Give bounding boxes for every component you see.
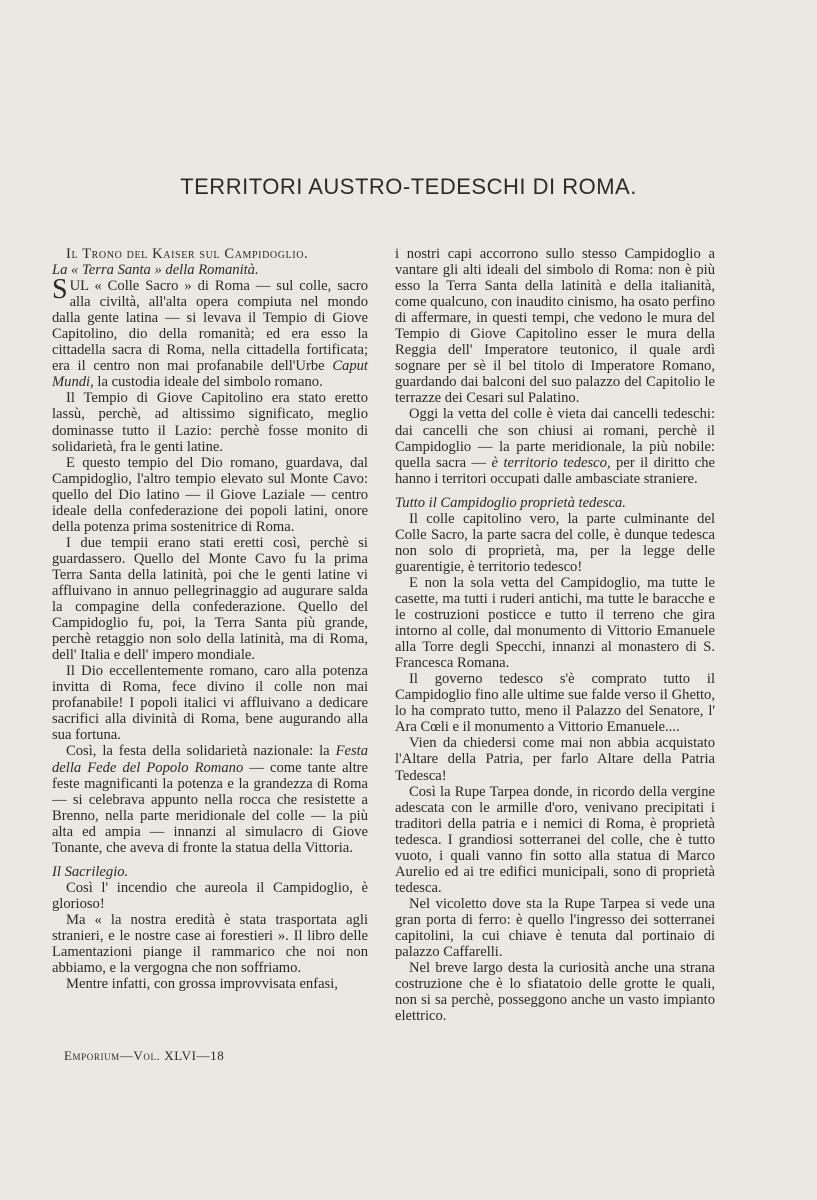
left-column: [52, 246, 368, 992]
paragraph-4: I due tempii erano stati eretti così, perchè si guardassero. Quello del Monte Cavo fu la prima Terra Santa della latinità, poi che le genti latine vi affluivano in annuo pellegrinaggio ad augurare salda la compagine della confederazione. Quello del Campidoglio fu, poi, la Terra Santa più grande, perchè retaggio non solo della latinità, ma di Roma, dell' Italia e dell' impero mondiale.: [52, 534, 368, 664]
paragraph-1: SUL « Colle Sacro » di Roma — sul colle, sacro alla civiltà, all'alta opera compiuta nel mondo dalla gente latina — si levava il Tempio di Giove Capitolino, dio della romanità; ed era esso la cittadella sacra di Roma, nella cittadella fortificata; era il centro non mai profanabile dell'Urbe Caput Mundi, la custodia ideale del simbolo romano.: [52, 274, 368, 391]
paragraph-18: Nel breve largo desta la curiosità anche una strana costruzione che è lo sfiatatoio delle grotte le quali, non si sa perchè, posseggono anche un vasto impianto elettrico.: [395, 960, 715, 1025]
paragraph-10: i nostri capi accorrono sullo stesso Campidoglio a vantare gli alti ideali del simbolo di Roma: non è più esso la Terra Santa della latinità e della italianità, come qualcuno, con inaudito cinismo, ha osato perfino di affermare, in questi tempi, che vedono le mura del Tempio di Giove Capitolino esser le mura della Reggia dell' Imperatore teutonico, il quale ardì sognare per sè il bel titolo di Imperatore Romano, guardando dai balconi del suo palazzo del Capitolio le terrazze dei Cesari sul Palatino.: [395, 246, 715, 407]
volume-page: XLVI—18: [164, 1048, 225, 1063]
paragraph-7: Così l' incendio che aureola il Campidoglio, è glorioso!: [52, 879, 368, 912]
paragraph-17: Nel vicoletto dove sta la Rupe Tarpea si vede una gran porta di ferro: è quello l'ingresso dei sotterranei capitolini, la cui chiave è tenuta dal portinaio di palazzo Caffarelli.: [395, 895, 715, 961]
right-column: [395, 246, 715, 1024]
festa-italic: Festa della Fede del Popolo Romano: [52, 743, 368, 776]
subheading-proprieta: Tutto il Campidoglio proprietà tedesca.: [395, 494, 626, 511]
territorio-italic: è territorio tedesco,: [491, 454, 611, 471]
paragraph-5: Il Dio eccellentemente romano, caro alla potenza invitta di Roma, fece divino il colle non mai profanabile! I popoli italici vi affluivano a dedicare sacrifici alla divinità di Roma, bene augurando alla sua fortuna.: [52, 663, 368, 744]
paragraph-16: Così la Rupe Tarpea donde, in ricordo della vergine adescata con le armille d'oro, venivano precipitati i traditori della patria e i nemici di Roma, è proprietà tedesca. I grandiosi sotterranei del colle, che è tutto vuoto, i quali vanno fin sotto alla statua di Marco Aurelio ed ai tre edifici municipali, sono di proprietà tedesca.: [395, 783, 715, 896]
paragraph-13: E non la sola vetta del Campidoglio, ma tutte le casette, ma tutti i ruderi antichi, ma tutte le baracche e le costruzioni posticce e tutto il terreno che gira intorno al colle, dal monumento di Vittorio Emanuele alla Torre degli Specchi, innanzi al monastero di S. Francesca Romana.: [395, 574, 715, 672]
drop-cap: S: [52, 274, 68, 306]
page-footer: [64, 1048, 224, 1064]
caput-mundi-italic: Caput Mundi,: [52, 358, 368, 391]
paragraph-15: Vien da chiedersi come mai non abbia acquistato l'Altare della Patria, per farlo Altare della Patria Tedesca!: [395, 735, 715, 784]
paragraph-6: Così, la festa della solidarietà nazionale: la Festa della Fede del Popolo Romano — come tante altre feste magnificanti la potenza e la grandezza di Roma — si celebrava appunto nella rocca che resistette a Brenno, nella parte meridionale del colle — la più alta ed ampia — innanzi al simulacro di Giove Tonante, che aveva di fronte la statua della Vittoria.: [52, 743, 368, 856]
paragraph-9: Mentre infatti, con grossa improvvisata enfasi,: [66, 976, 338, 993]
journal-name: Emporium—Vol.: [64, 1048, 161, 1063]
paragraph-12: Il colle capitolino vero, la parte culminante del Colle Sacro, la parte sacra del colle, è dunque tedesca non solo di proprietà, ma, per la legge delle guarentigie, è territorio tedesco!: [395, 510, 715, 575]
paragraph-8: Ma « la nostra eredità è stata trasportata agli stranieri, e le nostre case ai forestieri ». Il libro delle Lamentazioni piange il rammarico che noi non abbiamo, e la vergogna che non soffriamo.: [52, 911, 368, 977]
section-heading: Il Trono del Kaiser sul Campidoglio.: [66, 246, 309, 262]
paragraph-11: Oggi la vetta del colle è vieta dai cancelli tedeschi: dai cancelli che son chiusi ai romani, perchè il Campidoglio — la parte meridionale, la più nobile: quella sacra — è territorio tedesco, per il diritto che hanno i territori occupati dalle ambasciate straniere.: [395, 406, 716, 487]
subheading-terra-santa: La « Terra Santa » della Romanità.: [52, 262, 259, 279]
page-title: TERRITORI AUSTRO-TEDESCHI DI ROMA.: [180, 174, 637, 199]
paragraph-2: Il Tempio di Giove Capitolino era stato eretto lassù, perchè, ad altissimo significato, meglio dominasse tutto il Lazio: perchè fosse monito di solidarietà, fra le genti latine.: [52, 390, 368, 455]
paragraph-14: Il governo tedesco s'è comprato tutto il Campidoglio fino alle ultime sue falde verso il Ghetto, lo ha comprato tutto, meno il Palazzo del Senatore, l' Ara Cœli e il monumento a Vittorio Emanuele....: [395, 671, 715, 736]
subheading-sacrilegio: Il Sacrilegio.: [52, 863, 129, 880]
paragraph-3: E questo tempio del Dio romano, guardava, dal Campidoglio, l'altro tempio elevato sul Monte Cavo: quello del Dio latino — il Giove Laziale — centro ideale della confederazione dei popoli latini, onore della potenza prima sostenitrice di Roma.: [52, 454, 368, 535]
